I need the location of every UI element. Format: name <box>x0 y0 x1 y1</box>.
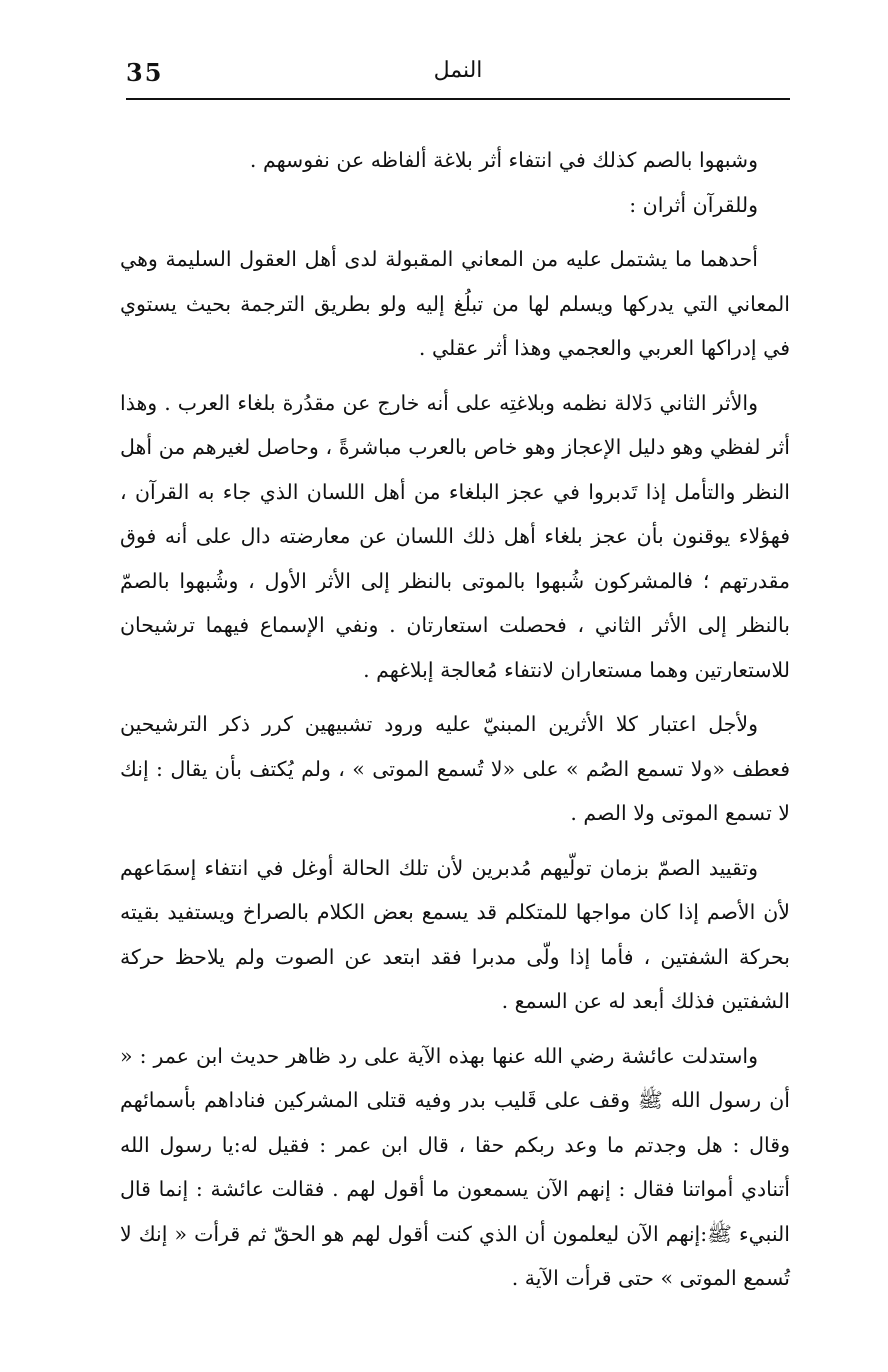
page-header <box>126 50 790 90</box>
page-number: 35 <box>126 58 164 87</box>
paragraph: وللقرآن أثران : <box>629 192 758 217</box>
paragraph: ولأجل اعتبار كلا الأثرين المبنيّ عليه ورود تشبيهين كرر ذكر الترشيحين فعطف «ولا تسمع الصُم » على «لا تُسمع الموتى » ، ولم يُكتف بأن يقال : إنك لا تسمع الموتى ولا الصم . <box>120 712 790 825</box>
paragraph: وشبهوا بالصم كذلك في انتفاء أثر بلاغة ألفاظه عن نفوسهم . <box>249 148 758 172</box>
header-rule <box>126 98 790 100</box>
page-body <box>120 138 790 1301</box>
paragraph: وتقييد الصمّ بزمان تولّيهم مُدبرين لأن تلك الحالة أوغل في انتفاء إسمَاعهم لأن الأصم إذا كان مواجها للمتكلم قد يسمع بعض الكلام بالصراخ ويستفيد بقيته بحركة الشفتين ، فأما إذا ولّى مدبرا فقد ابتعد عن الصوت ولم يلاحظ حركة الشفتين فذلك أبعد له عن السمع . <box>120 855 790 1013</box>
running-title: النمل <box>433 58 483 83</box>
paragraph: أحدهما ما يشتمل عليه من المعاني المقبولة لدى أهل العقول السليمة وهي المعاني التي يدركها ويسلم لها من تبلُغ إليه ولو بطريق الترجمة بحيث يستوي في إدراكها العربي والعجمي وهذا أثر عقلي . <box>120 247 790 360</box>
paragraph: واستدلت عائشة رضي الله عنها بهذه الآية على رد ظاهر حديث ابن عمر : « أن رسول الله ﷺ وقف على قَليب بدر وفيه قتلى المشركين فناداهم بأسمائهم وقال : هل وجدتم ما وعد ربكم حقا ، قال ابن عمر : فقيل له:يا رسول الله أتنادي أمواتنا فقال : إنهم الآن يسمعون ما أقول لهم . فقالت عائشة : إنما قال النبيء ﷺ:إنهم الآن ليعلمون أن الذي كنت أقول لهم هو الحقّ ثم قرأت « إنك لا تُسمع الموتى » حتى قرأت الآية . <box>120 1043 790 1290</box>
paragraph: والأثر الثاني دَلالة نظمه وبلاغتِه على أنه خارج عن مقدُرة بلغاء العرب . وهذا أثر لفظي وهو دليل الإعجاز وهو خاص بالعرب مباشرةً ، وحاصل لغيرهم من أهل النظر والتأمل إذا تَدبروا في عجز البلغاء من أهل اللسان الذي جاء به القرآن ، فهؤلاء يوقنون بأن عجز بلغاء أهل ذلك اللسان عن معارضته دال على أنه فوق مقدرتهم ؛ فالمشركون شُبهوا بالموتى بالنظر إلى الأثر الأول ، وشُبهوا بالصمّ بالنظر إلى الأثر الثاني ، فحصلت استعارتان . ونفي الإسماع فيهما ترشيحان للاستعارتين وهما مستعاران لانتفاء مُعالجة إبلاغهم . <box>120 390 790 682</box>
